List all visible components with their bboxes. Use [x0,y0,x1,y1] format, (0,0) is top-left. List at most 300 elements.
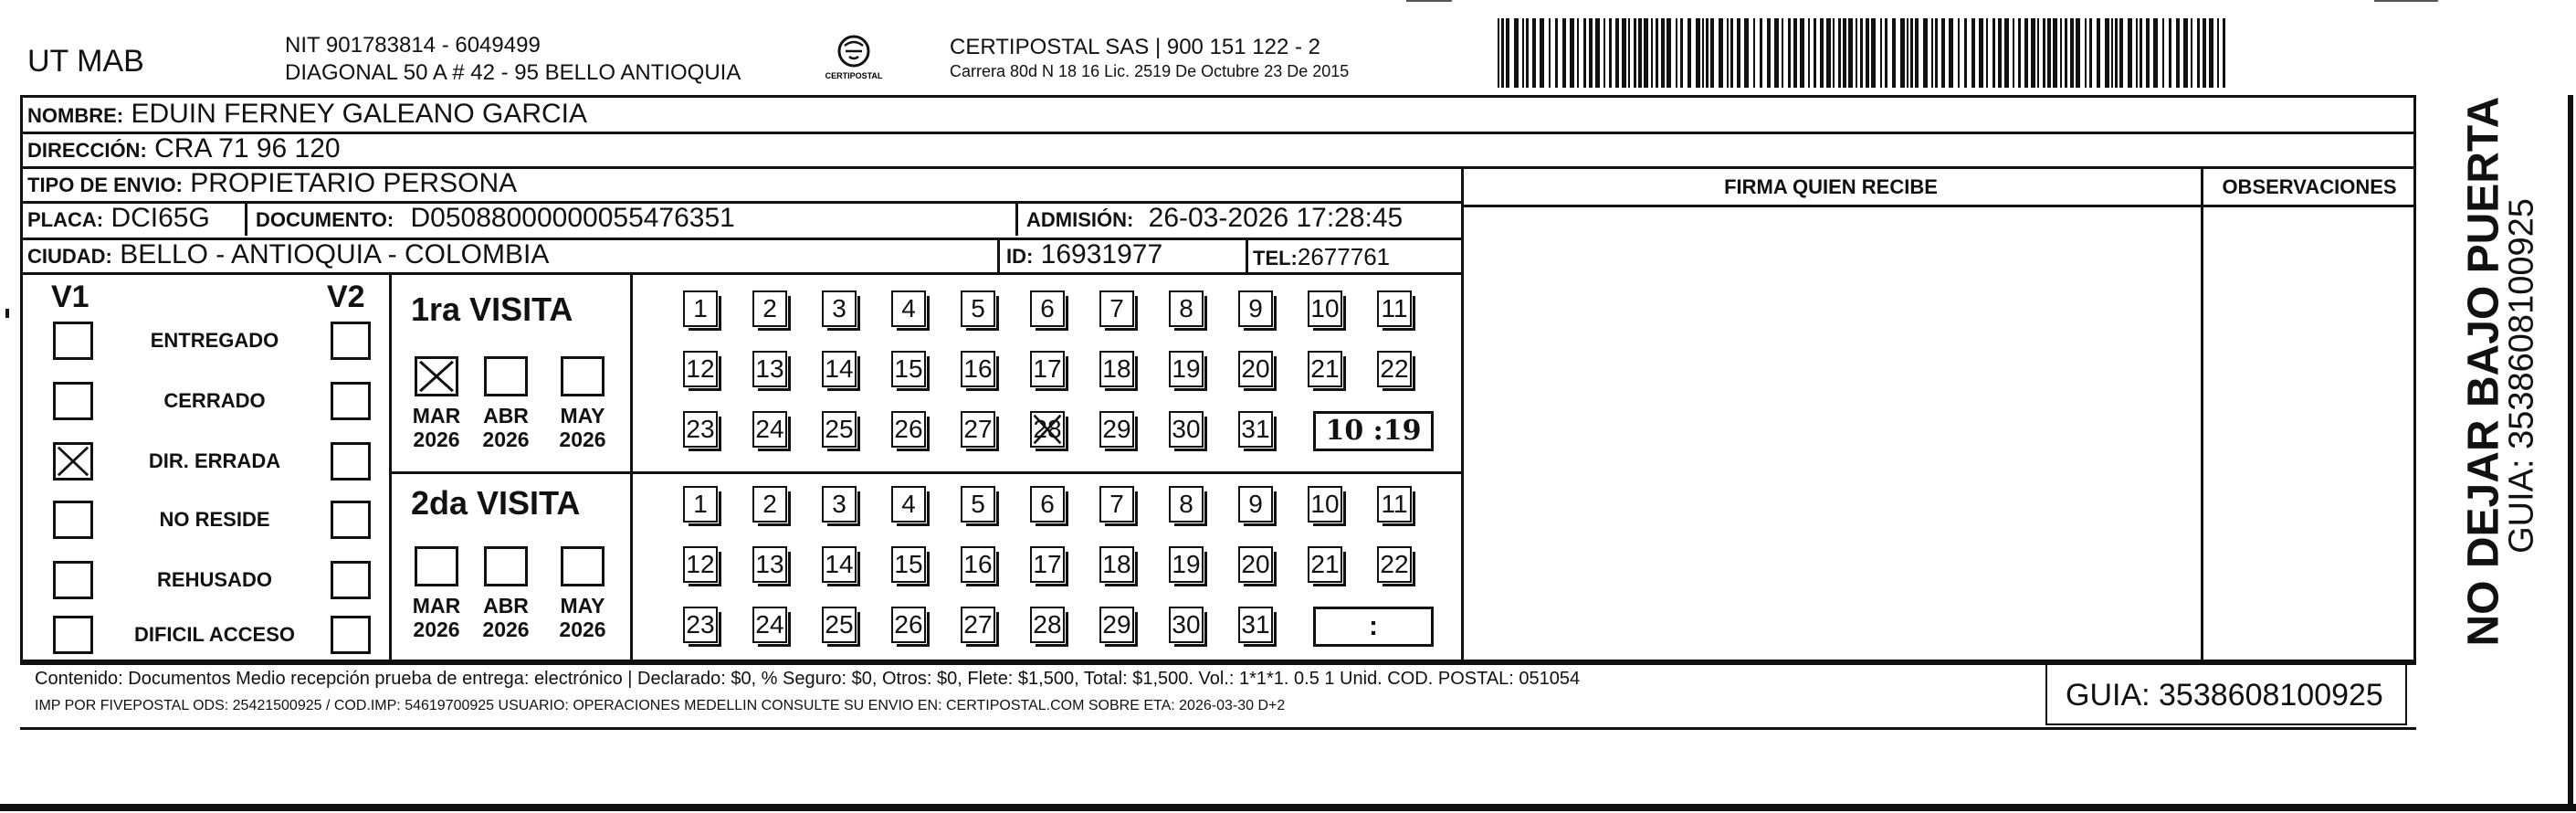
barcode-bar [1540,18,1544,88]
barcode-bar [2031,18,2035,88]
day-box[interactable] [1099,290,1134,327]
day-box[interactable] [752,411,787,448]
day-number: 9 [1248,490,1263,518]
barcode-bar [1676,18,1677,88]
year-label: 2026 [559,428,606,451]
barcode-bar [1907,18,1908,88]
day-box[interactable] [683,486,718,523]
day-number: 21 [1310,354,1340,383]
left-tick [5,309,9,318]
barcode-bar [1595,18,1600,88]
day-box[interactable] [1099,411,1134,448]
barcode-bar [1880,18,1882,88]
status-v1-checkbox[interactable] [53,382,93,420]
divider [1461,205,2416,207]
day-number: 18 [1102,550,1131,578]
day-number: 14 [825,354,854,383]
day-box[interactable] [961,351,995,387]
barcode-bar [2085,18,2087,88]
barcode-bar [2065,18,2067,88]
day-box[interactable] [891,546,926,583]
barcode-bar [1727,18,1729,88]
month-checkbox-abr[interactable] [484,546,528,586]
right-border [2568,95,2573,811]
day-box[interactable] [1099,607,1134,643]
barcode-bar [2140,18,2142,88]
documento-value: D05088000000055476351 [410,203,735,233]
x-mark-icon [1032,413,1063,446]
day-number: 22 [1380,354,1409,383]
day-box[interactable] [1377,290,1412,327]
day-box[interactable] [822,607,857,643]
tel-row [1253,243,1390,271]
day-box[interactable] [1377,486,1412,523]
day-box[interactable] [1169,546,1204,583]
day-box[interactable] [1030,486,1065,523]
day-box[interactable] [1308,351,1342,387]
year-label: 2026 [413,618,460,641]
day-number: 17 [1033,550,1062,578]
day-number: 4 [901,490,916,518]
day-box[interactable] [1030,351,1065,387]
day-number: 13 [755,550,784,578]
divider [20,727,2416,730]
day-box[interactable] [683,351,718,387]
divider [1246,239,1248,272]
top-mark [1406,0,1452,2]
day-box[interactable] [822,351,857,387]
v1-label: V1 [51,280,89,314]
barcode-bar [2089,18,2092,88]
day-number: 3 [832,294,846,322]
day-box[interactable] [1030,290,1065,327]
barcode-bar [1931,18,1933,88]
tel-label: TEL: [1253,247,1298,269]
month-label: MAY [560,404,605,428]
day-number: 6 [1040,490,1055,518]
day-number: 11 [1381,294,1408,322]
company-nit: NIT 901783814 - 6049499 [285,33,541,58]
direccion-label: DIRECCIÓN: [27,139,147,162]
day-box[interactable] [1030,607,1065,643]
status-v1-checkbox[interactable] [53,616,93,654]
barcode-bar [1826,18,1831,88]
barcode-bar [1562,18,1566,88]
barcode-bar [1800,18,1804,88]
status-label: DIFICIL ACCESO [133,623,295,646]
day-number: 29 [1102,610,1131,639]
day-number: 24 [755,610,784,639]
v2-label: V2 [327,280,365,314]
day-box[interactable] [683,546,718,583]
side-warning-text: NO DEJAR BAJO PUERTA [2459,96,2508,647]
status-v2-checkbox[interactable] [331,616,371,654]
barcode-bar [2146,18,2150,88]
day-box[interactable] [891,411,926,448]
day-number: 23 [686,415,715,443]
status-label: ENTREGADO [150,329,279,352]
second-visit-time[interactable]: : [1313,607,1434,647]
day-box[interactable] [1169,411,1204,448]
status-label: CERRADO [163,389,266,412]
barcode-bar [2183,18,2188,88]
day-number: 16 [963,354,993,383]
id-label: ID: [1006,245,1034,268]
barcode-bar [1570,18,1574,88]
barcode-bar [1706,18,1709,88]
barcode-bar [2111,18,2113,88]
barcode-bar [2024,18,2028,88]
day-box[interactable] [752,290,787,327]
status-v1-checkbox[interactable] [53,561,93,599]
month-checkbox-may[interactable] [561,546,605,586]
day-box[interactable] [961,546,995,583]
status-v2-checkbox[interactable] [331,442,371,480]
barcode-bar [1971,18,1975,88]
ciudad-label: CIUDAD: [27,245,112,268]
first-visit-time[interactable]: 10 :19 [1313,411,1434,451]
barcode-bar [2037,18,2039,88]
barcode-bar [1730,18,1733,88]
direccion-value: CRA 71 96 120 [154,133,341,164]
status-v1-checkbox[interactable] [53,501,93,539]
divider [389,272,392,660]
month-label: ABR [483,404,529,428]
day-box[interactable] [891,351,926,387]
month-checkbox-mar[interactable] [415,356,458,396]
month-checkbox-abr[interactable] [484,356,528,396]
day-box[interactable] [1099,486,1134,523]
day-box[interactable] [752,607,787,643]
day-box[interactable] [1099,546,1134,583]
barcode-bar [1555,18,1558,88]
day-box[interactable] [822,290,857,327]
barcode-bar [2191,18,2192,88]
divider [2201,166,2203,660]
day-box[interactable] [683,290,718,327]
day-box[interactable] [891,486,926,523]
day-box[interactable] [891,607,926,643]
day-box[interactable] [683,411,718,448]
status-v2-checkbox[interactable] [331,501,371,539]
day-number: 10 [1310,294,1340,322]
day-box[interactable] [961,290,995,327]
barcode-bar [1526,18,1529,88]
day-number: 28 [1033,415,1062,443]
day-number: 8 [1179,490,1193,518]
x-mark-icon [417,359,456,394]
day-number: 22 [1380,550,1409,578]
barcode-bar [1760,18,1762,88]
day-number: 7 [1109,294,1124,322]
side-guia-text: GUIA: 3538608100925 [2502,198,2541,554]
day-number: 29 [1102,415,1131,443]
barcode-bar [1992,18,1995,88]
barcode-bar [1979,18,1983,88]
day-number: 5 [971,294,985,322]
barcode-bar [2128,18,2132,88]
barcode-bar [2223,18,2225,88]
day-number: 4 [901,294,916,322]
status-v1-checkbox[interactable] [53,322,93,360]
guia-text: GUIA: 3538608100925 [2066,678,2383,713]
status-label: REHUSADO [157,568,272,591]
day-box[interactable] [1169,290,1204,327]
barcode-bar [1838,18,1841,88]
divider [1015,203,1018,236]
day-box[interactable] [961,486,995,523]
barcode-bar [1793,18,1797,88]
barcode-bar [1774,18,1779,88]
day-number: 19 [1172,354,1201,383]
day-box[interactable] [1377,546,1412,583]
month-label: MAR [412,404,461,428]
day-number: 31 [1241,610,1270,639]
barcode-bar [1885,18,1887,88]
day-box[interactable] [822,546,857,583]
barcode-bar [2076,18,2080,88]
barcode-bar [2004,18,2009,88]
barcode-bar [1702,18,1704,88]
barcode-bar [2053,18,2057,88]
barcode-bar [2169,18,2171,88]
barcode-bar [2013,18,2014,88]
barcode-bar [1900,18,1905,88]
year-label: 2026 [559,618,606,641]
status-v2-checkbox[interactable] [331,322,371,360]
x-mark-icon [56,445,90,478]
day-number: 25 [825,415,854,443]
divider [20,660,2416,662]
day-box[interactable] [1030,411,1065,448]
day-number: 19 [1172,550,1201,578]
divider [389,471,1461,474]
barcode-bar [1577,18,1579,88]
day-number: 20 [1241,550,1270,578]
barcode-bar [1753,18,1755,88]
barcode-bar [2119,18,2123,88]
barcode-bar [2070,18,2074,88]
day-number: 26 [894,610,923,639]
day-box[interactable] [683,607,718,643]
day-number: 27 [963,610,993,639]
day-number: 30 [1172,415,1201,443]
day-number: 14 [825,550,854,578]
barcode-bar [1514,18,1519,88]
barcode-bar [1506,18,1509,88]
barcode-bar [1638,18,1642,88]
day-number: 26 [894,415,923,443]
ciudad-value: BELLO - ANTIOQUIA - COLOMBIA [120,239,550,269]
barcode-bar [1833,18,1835,88]
barcode-bar [1860,18,1863,88]
day-number: 11 [1381,490,1408,518]
day-box[interactable] [1169,351,1204,387]
barcode-bar [2043,18,2045,88]
day-box[interactable] [1030,546,1065,583]
day-number: 23 [686,610,715,639]
day-box[interactable] [961,607,995,643]
day-number: 25 [825,610,854,639]
barcode-bar [1998,18,2002,88]
day-box[interactable] [961,411,995,448]
day-box[interactable] [1308,486,1342,523]
day-number: 5 [971,490,985,518]
barcode-icon [1498,18,2228,88]
barcode-bar [1958,18,1960,88]
day-number: 21 [1310,550,1340,578]
second-visit-title: 2da VISITA [411,484,581,522]
month-label: MAY [560,594,605,618]
certipostal-info-2: Carrera 80d N 18 16 Lic. 2519 De Octubre 23 De 2015 [950,62,1350,80]
day-number: 2 [762,294,777,322]
admision-label: ADMISIÓN: [1026,208,1134,231]
id-row [1006,239,1162,270]
barcode-bar [1680,18,1683,88]
barcode-bar [2209,18,2213,88]
nombre-value: EDUIN FERNEY GALEANO GARCIA [131,99,588,129]
barcode-bar [1986,18,1988,88]
company-name: UT MAB [27,44,144,79]
bottom-border [0,804,2576,811]
barcode-bar [1856,18,1857,88]
status-v1-checkbox[interactable] [53,442,93,480]
day-number: 3 [832,490,846,518]
day-number: 8 [1179,294,1193,322]
barcode-bar [1949,18,1953,88]
placa-row [27,203,210,234]
tel-value: 2677761 [1297,243,1391,270]
certipostal-logo [822,33,886,86]
barcode-bar [1532,18,1536,88]
barcode-bar [1744,18,1749,88]
barcode-bar [1644,18,1648,88]
day-box[interactable] [1308,290,1342,327]
side-warning [2411,96,2557,647]
barcode-bar [1737,18,1740,88]
day-box[interactable] [891,290,926,327]
barcode-bar [1667,18,1671,88]
barcode-bar [1808,18,1810,88]
day-box[interactable] [1238,411,1273,448]
barcode-bar [1892,18,1896,88]
barcode-bar [1688,18,1691,88]
year-label: 2026 [482,428,530,451]
svg-text:CERTIPOSTAL: CERTIPOSTAL [825,71,883,80]
day-box[interactable] [1238,290,1273,327]
barcode-bar [1615,18,1619,88]
year-label: 2026 [482,618,530,641]
status-label: NO RESIDE [159,508,270,531]
barcode-bar [2153,18,2158,88]
day-box[interactable] [752,486,787,523]
observaciones-header: OBSERVACIONES [2222,175,2397,198]
documento-row [256,203,735,234]
day-box[interactable] [1238,546,1273,583]
barcode-bar [1719,18,1723,88]
day-number: 9 [1248,294,1263,322]
day-number: 13 [755,354,784,383]
direccion-row [27,133,341,164]
status-label: DIR. ERRADA [148,449,281,472]
divider [20,132,2416,134]
barcode-bar [1710,18,1714,88]
barcode-bar [2018,18,2021,88]
admision-row [1026,203,1403,234]
barcode-bar [1923,18,1928,88]
top-mark [2374,0,2438,2]
barcode-bar [1848,18,1853,88]
day-box[interactable] [822,411,857,448]
tipo-value: PROPIETARIO PERSONA [190,168,518,198]
nombre-row [27,99,587,130]
barcode-bar [2115,18,2118,88]
barcode-bar [1603,18,1605,88]
day-box[interactable] [1238,351,1273,387]
barcode-bar [1661,18,1665,88]
day-box[interactable] [1308,546,1342,583]
barcode-bar [2217,18,2219,88]
barcode-bar [1915,18,1919,88]
placa-label: PLACA: [27,208,104,231]
day-number: 30 [1172,610,1201,639]
barcode-bar [1522,18,1524,88]
tipo-row [27,168,517,199]
day-box[interactable] [1169,607,1204,643]
day-box[interactable] [1099,351,1134,387]
day-box[interactable] [1377,351,1412,387]
status-v2-checkbox[interactable] [331,382,371,420]
divider [245,203,247,236]
day-number: 12 [686,550,715,578]
divider [630,272,633,660]
day-number: 24 [755,415,784,443]
day-number: 2 [762,490,777,518]
year-label: 2026 [413,428,460,451]
barcode-bar [2097,18,2100,88]
barcode-bar [1589,18,1593,88]
barcode-bar [1964,18,1967,88]
month-checkbox-mar[interactable] [415,546,458,586]
barcode-bar [1622,18,1626,88]
day-number: 27 [963,415,993,443]
day-box[interactable] [752,546,787,583]
day-box[interactable] [752,351,787,387]
barcode-bar [1782,18,1783,88]
barcode-bar [2162,18,2164,88]
day-number: 18 [1102,354,1131,383]
month-checkbox-may[interactable] [561,356,605,396]
day-box[interactable] [1238,607,1273,643]
barcode-bar [1651,18,1653,88]
barcode-bar [1583,18,1586,88]
status-v2-checkbox[interactable] [331,561,371,599]
firma-header: FIRMA QUIEN RECIBE [1724,175,1938,198]
day-number: 1 [693,490,708,518]
nombre-label: NOMBRE: [27,104,124,127]
day-number: 7 [1109,490,1124,518]
footer-line-1: Contenido: Documentos Medio recepción prueba de entrega: electrónico | Declarado: $0, % Seguro: $0, Otros: $0, Flete: $1,500, Total: $1,500. Vol.: 1*1*1. 0.5 1 Unid. COD. POSTAL: 051054 [35,669,1581,689]
barcode-bar [1609,18,1612,88]
barcode-bar [1498,18,1499,88]
day-number: 28 [1033,610,1062,639]
tipo-label: TIPO DE ENVIO: [27,174,183,196]
day-box[interactable] [1169,486,1204,523]
barcode-bar [1549,18,1551,88]
barcode-bar [2136,18,2138,88]
day-box[interactable] [1238,486,1273,523]
day-box[interactable] [822,486,857,523]
